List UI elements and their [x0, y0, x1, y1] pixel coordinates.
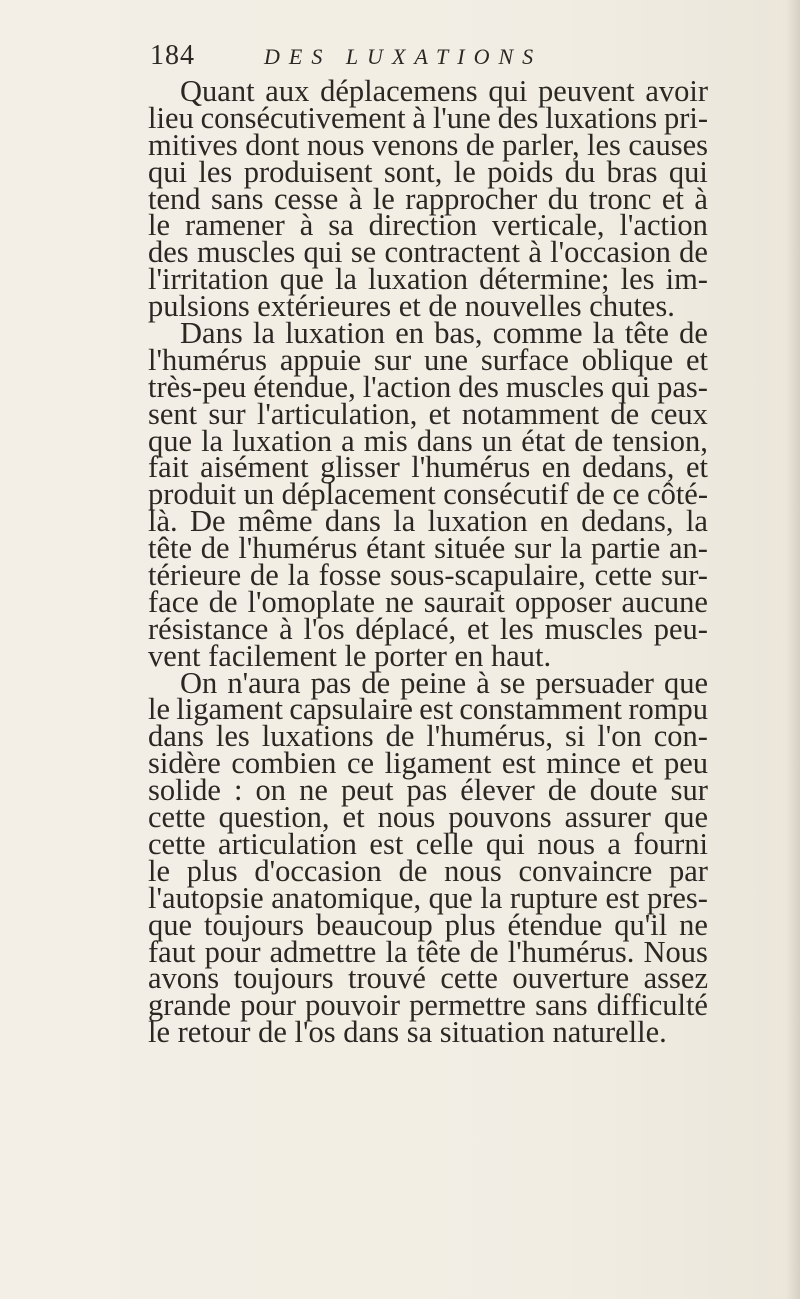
body-text: [148, 74, 708, 1050]
text-line: solide : on ne peut pas élever de doute sur: [148, 773, 708, 808]
text-line: le ramener à sa direction verticale, l'action: [148, 208, 708, 243]
text-line: que toujours beaucoup plus étendue qu'il ne: [148, 907, 708, 942]
text-line: résistance à l'os déplacé, et les muscles peu-: [148, 611, 708, 646]
text-line: Dans la luxation en bas, comme la tête de: [180, 316, 708, 351]
running-head: DES LUXATIONS: [264, 44, 543, 69]
text-line: dans les luxations de l'humérus, si l'on con-: [148, 719, 708, 754]
text-line: Quant aux déplacemens qui peuvent avoir: [180, 74, 708, 108]
text-line: cette articulation est celle qui nous a fourni: [148, 826, 708, 861]
text-line: sent sur l'articulation, et notamment de ceux: [148, 396, 708, 431]
text-line: l'autopsie anatomique, que la rupture est pres-: [148, 880, 708, 915]
text-line: très-peu étendue, l'action des muscles qui pas-: [148, 369, 708, 404]
page-header: [150, 36, 710, 76]
text-line: le retour de l'os dans sa situation naturelle.: [148, 1015, 667, 1050]
text-line: là. De même dans la luxation en dedans, la: [148, 504, 708, 539]
text-line: vent facilement le porter en haut.: [148, 638, 552, 673]
text-line: grande pour pouvoir permettre sans difficulté: [148, 988, 708, 1023]
text-line: des muscles qui se contractent à l'occasion de: [148, 235, 708, 270]
text-line: faut pour admettre la tête de l'humérus. Nous: [148, 934, 708, 969]
text-line: que la luxation a mis dans un état de tension,: [148, 423, 708, 458]
page-number: 184: [150, 40, 195, 71]
text-line: lieu consécutivement à l'une des luxations pri-: [148, 100, 708, 135]
text-line: qui les produisent sont, le poids du bras qui: [148, 154, 708, 189]
paragraph: [148, 74, 708, 324]
text-line: tend sans cesse à le rapprocher du tronc et à: [148, 181, 708, 216]
paragraph: [148, 316, 708, 673]
text-line: cette question, et nous pouvons assurer que: [148, 800, 708, 835]
text-line: l'irritation que la luxation détermine; les im-: [148, 262, 708, 297]
paragraph: [148, 665, 708, 1050]
text-line: le plus d'occasion de nous convaincre par: [148, 853, 708, 888]
text-line: tête de l'humérus étant située sur la partie an-: [148, 531, 708, 566]
text-line: térieure de la fosse sous-scapulaire, cette sur-: [148, 558, 708, 593]
page-edge-shadow: [786, 0, 800, 1299]
text-line: le ligament capsulaire est constamment rompu: [148, 692, 708, 727]
text-line: pulsions extérieures et de nouvelles chutes.: [148, 289, 675, 324]
text-line: face de l'omoplate ne saurait opposer aucune: [148, 584, 708, 619]
text-line: produit un déplacement consécutif de ce côté-: [148, 477, 708, 512]
text-line: l'humérus appuie sur une surface oblique et: [148, 342, 708, 377]
text-line: mitives dont nous venons de parler, les causes: [148, 127, 708, 162]
text-line: On n'aura pas de peine à se persuader que: [180, 665, 708, 700]
text-line: avons toujours trouvé cette ouverture assez: [148, 961, 708, 996]
text-line: fait aisément glisser l'humérus en dedans, et: [148, 450, 708, 485]
text-line: sidère combien ce ligament est mince et peu: [148, 746, 708, 781]
